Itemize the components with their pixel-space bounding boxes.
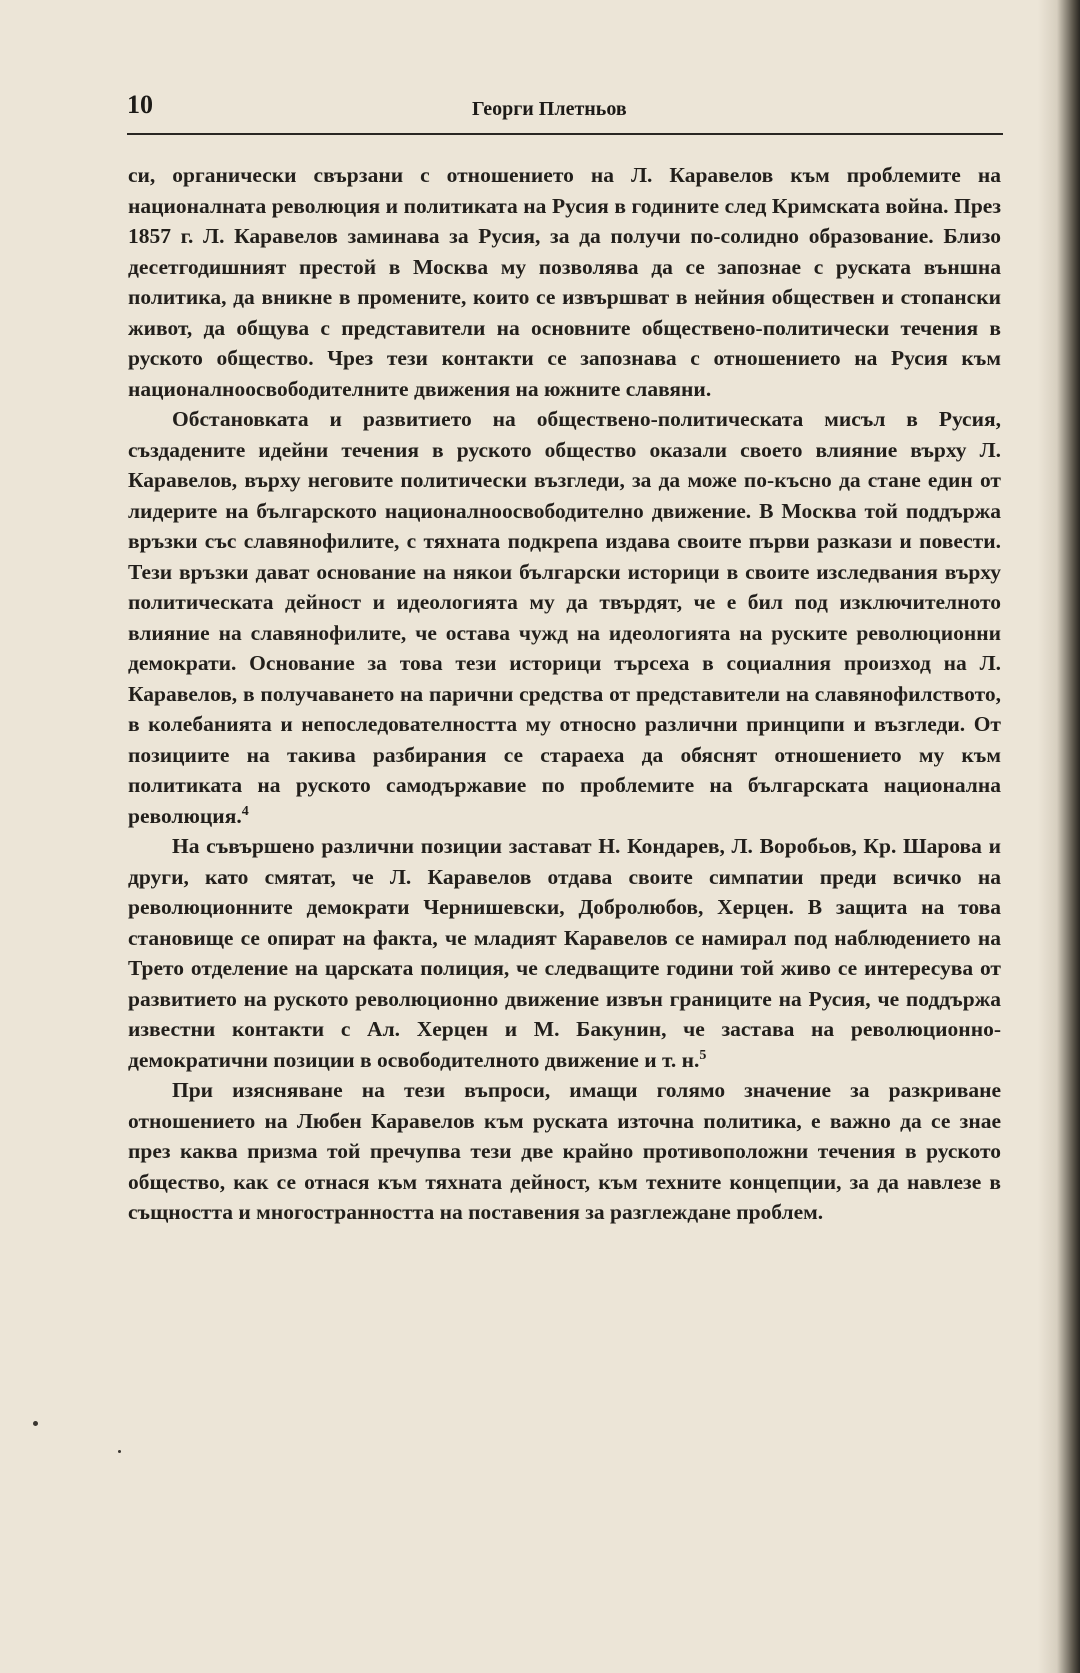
page-edge-shadow <box>1038 0 1080 1673</box>
header-rule <box>127 133 1003 135</box>
paragraph-text: си, органически свързани с отношението на Л. Каравелов към проблемите на националната революция и политиката на Русия в годините след Кримската война. През 1857 г. Л. Каравелов заминава за Русия, за да получи по-солидно образование. Близо десетгодишният престой в Москва му позволява да се запознае с руската външна политика, да вникне в промените, които се извършват в нейния обществен и стопански живот, да общува с представители на основните обществено-политически течения в руското общество. Чрез тези контакти се запознава с отношението на Русия към националноосвободителните движения на южните славяни. <box>128 163 1001 401</box>
paragraph-2 <box>128 404 1001 831</box>
page-number: 10 <box>127 90 153 119</box>
footnote-marker: 5 <box>699 1047 707 1063</box>
paragraph-1 <box>128 160 1001 404</box>
paragraph-text: На съвършено различни позиции застават Н. Кондарев, Л. Воробьов, Кр. Шарова и други, като смятат, че Л. Каравелов отдава своите симпатии преди всичко на революционните демократи Чернишевски, Добролюбов, Херцен. В защита на това становище се опират на факта, че младият Каравелов се намирал под наблюдението на Трето отделение на царската полиция, че следващите години той живо се интересува от развитието на руското революционно движение извън границите на Русия, че поддържа известни контакти с Ал. Херцен и М. Бакунин, че застава на революционно-демократични позиции в освободителното движение и т. н. <box>128 834 1001 1072</box>
body-text <box>128 160 1001 1228</box>
running-head: Георги Плетньов <box>472 98 627 120</box>
print-speck <box>118 1450 121 1453</box>
page-header <box>127 90 1003 132</box>
paragraph-3 <box>128 831 1001 1075</box>
print-speck <box>33 1421 38 1426</box>
paragraph-4 <box>128 1075 1001 1228</box>
footnote-marker: 4 <box>241 803 249 819</box>
paragraph-text: При изясняване на тези въпроси, имащи голямо значение за разкриване отношението на Любен Каравелов към руската източна политика, е важно да се знае през каква призма той пречупва тези две крайно противоположни течения в руското общество, как се отнася към тяхната дейност, към техните концепции, за да навлезе в същността и многостранността на поставения за разглеждане проблем. <box>128 1078 1001 1224</box>
paragraph-text: Обстановката и развитието на обществено-политическата мисъл в Русия, създадените идейни течения в руското общество оказали своето влияние върху Л. Каравелов, върху неговите политически възгледи, за да може по-късно да стане един от лидерите на българското националноосвободително движение. В Москва той поддържа връзки със славянофилите, с тяхната подкрепа издава своите първи разкази и повести. Тези връзки дават основание на някои български историци в своите изследвания върху политическата дейност и идеологията му да твърдят, че е бил под изключителното влияние на славянофилите, че остава чужд на идеологията на руските революционни демократи. Основание за това тези историци търсеха в социалния произход на Л. Каравелов, в получаването на парични средства от представители на славянофилството, в колебанията и непоследователността му относно различни принципи и възгледи. От позициите на такива разбирания се стараеха да обяснят отношението му към политиката на руското самодържавие по проблемите на българската национална революция. <box>128 407 1001 828</box>
